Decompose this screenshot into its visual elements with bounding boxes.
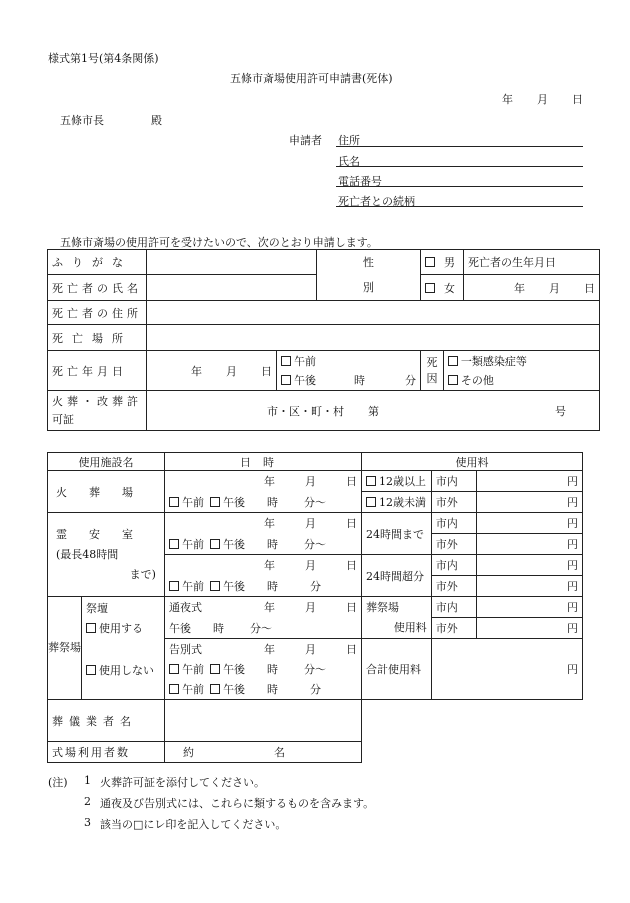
fee-yen[interactable]: 円 bbox=[476, 513, 582, 534]
fee-yen[interactable]: 円 bbox=[476, 597, 582, 618]
deceased-address-field[interactable] bbox=[147, 301, 600, 325]
death-place-field[interactable] bbox=[147, 325, 600, 351]
note-2-number: 2 bbox=[84, 795, 91, 808]
city-in-label: 市内 bbox=[431, 513, 476, 534]
permit-field[interactable]: 市・区・町・村 第 号 bbox=[147, 391, 600, 431]
farewell-start-time[interactable]: 午前 午後 時 分〜 bbox=[164, 659, 361, 679]
attendees-field[interactable]: 約 名 bbox=[164, 742, 361, 763]
undertaker-label: 葬儀業者名 bbox=[48, 700, 165, 742]
fee-yen[interactable]: 円 bbox=[476, 576, 582, 597]
undertaker-field[interactable] bbox=[164, 700, 361, 742]
city-in-label: 市内 bbox=[431, 555, 476, 576]
date-month-label: 月 bbox=[537, 93, 548, 106]
checkbox-icon[interactable] bbox=[86, 623, 96, 633]
note-1-text: 火葬許可証を添付してください。 bbox=[100, 776, 265, 789]
empty-area bbox=[361, 700, 582, 763]
checkbox-icon[interactable] bbox=[366, 476, 376, 486]
wake-date[interactable]: 通夜式 年 月 日 bbox=[164, 597, 361, 618]
male-option[interactable]: 男 bbox=[421, 250, 464, 275]
mortuary-start-time[interactable]: 午前 午後 時 分〜 bbox=[164, 534, 361, 555]
checkbox-icon[interactable] bbox=[281, 356, 291, 366]
checkbox-icon[interactable] bbox=[425, 283, 435, 293]
page-title: 五條市斎場使用許可申請書(死体) bbox=[230, 72, 393, 85]
fee-yen[interactable]: 円 bbox=[476, 618, 582, 639]
cause-label: 死 因 bbox=[421, 351, 444, 391]
deceased-address-label: 死亡者の住所 bbox=[48, 301, 147, 325]
fee-yen[interactable]: 円 bbox=[476, 534, 582, 555]
within24-label: 24時間まで bbox=[361, 513, 431, 555]
birth-date-label: 死亡者の生年月日 bbox=[463, 250, 599, 275]
furigana-field[interactable] bbox=[147, 250, 317, 275]
applicant-phone-field[interactable] bbox=[336, 186, 583, 187]
fee-yen[interactable]: 円 bbox=[476, 555, 582, 576]
applicant-name-field[interactable] bbox=[336, 166, 583, 167]
addressee: 五條市長 bbox=[60, 114, 104, 127]
checkbox-icon[interactable] bbox=[366, 497, 376, 507]
note-2-text: 通夜及び告別式には、これらに類するものを含みます。 bbox=[100, 797, 375, 810]
city-in-label: 市内 bbox=[431, 471, 476, 492]
checkbox-icon[interactable] bbox=[210, 581, 220, 591]
age-under12-option[interactable]: 12歳未満 bbox=[361, 492, 431, 513]
fee-yen[interactable]: 円 bbox=[476, 471, 582, 492]
total-fee-label: 合計使用料 bbox=[361, 639, 431, 700]
wake-time[interactable]: 午後 時 分〜 bbox=[164, 618, 361, 639]
death-place-label: 死亡場所 bbox=[48, 325, 147, 351]
note-1-number: 1 bbox=[84, 774, 91, 787]
facility-usage-table bbox=[47, 452, 583, 763]
checkbox-icon[interactable] bbox=[169, 664, 179, 674]
permit-label: 火葬・改葬許 可証 bbox=[48, 391, 147, 431]
city-out-label: 市外 bbox=[431, 576, 476, 597]
fee-yen[interactable]: 円 bbox=[476, 492, 582, 513]
form-number: 様式第1号(第4条関係) bbox=[48, 52, 159, 65]
note-3-text: 該当の□にレ印を記入してください。 bbox=[100, 818, 287, 831]
checkbox-icon[interactable] bbox=[425, 257, 435, 267]
attendees-label: 式場利用者数 bbox=[48, 742, 165, 763]
cremation-time[interactable]: 午前 午後 時 分〜 bbox=[164, 492, 361, 513]
checkbox-icon[interactable] bbox=[169, 539, 179, 549]
intro-text: 五條市斎場の使用許可を受けたいので、次のとおり申請します。 bbox=[60, 236, 378, 249]
over24-label: 24時間超分 bbox=[361, 555, 431, 597]
total-fee-field[interactable]: 円 bbox=[431, 639, 582, 700]
applicant-relation-label: 死亡者との続柄 bbox=[338, 195, 415, 208]
checkbox-icon[interactable] bbox=[448, 375, 458, 385]
checkbox-icon[interactable] bbox=[169, 684, 179, 694]
death-date-label: 死亡年月日 bbox=[48, 351, 147, 391]
city-out-label: 市外 bbox=[431, 618, 476, 639]
checkbox-icon[interactable] bbox=[169, 581, 179, 591]
date-day-label: 日 bbox=[572, 93, 583, 106]
farewell-date[interactable]: 告別式 年 月 日 bbox=[164, 639, 361, 659]
facility-header: 使用施設名 bbox=[48, 453, 165, 471]
datetime-header: 日時 bbox=[164, 453, 361, 471]
checkbox-icon[interactable] bbox=[86, 665, 96, 675]
death-time-field[interactable]: 午前 午後 時 分 bbox=[277, 351, 421, 391]
applicant-relation-field[interactable] bbox=[336, 206, 583, 207]
notes-label: (注) bbox=[48, 776, 68, 789]
checkbox-icon[interactable] bbox=[210, 539, 220, 549]
checkbox-icon[interactable] bbox=[169, 497, 179, 507]
checkbox-icon[interactable] bbox=[210, 684, 220, 694]
mortuary-label: 霊安室 (最長48時間 まで) bbox=[48, 513, 165, 597]
birth-date-field[interactable]: 年 月 日 bbox=[463, 275, 599, 301]
city-out-label: 市外 bbox=[431, 534, 476, 555]
deceased-name-label: 死亡者の氏名 bbox=[48, 275, 147, 301]
checkbox-icon[interactable] bbox=[281, 375, 291, 385]
applicant-address-label: 住所 bbox=[338, 134, 360, 147]
applicant-phone-label: 電話番号 bbox=[338, 175, 382, 188]
checkbox-icon[interactable] bbox=[210, 497, 220, 507]
date-year-label: 年 bbox=[502, 93, 513, 106]
applicant-name-label: 氏名 bbox=[338, 155, 360, 168]
fee-header: 使用料 bbox=[361, 453, 582, 471]
funeral-hall-label: 葬祭場 bbox=[48, 597, 82, 700]
note-3-number: 3 bbox=[84, 816, 91, 829]
checkbox-icon[interactable] bbox=[448, 356, 458, 366]
cause-options[interactable]: 一類感染症等 その他 bbox=[443, 351, 599, 391]
farewell-end-time[interactable]: 午前 午後 時 分 bbox=[164, 679, 361, 700]
furigana-label: ふりがな bbox=[48, 250, 147, 275]
hall-fee-label: 葬祭場 使用料 bbox=[361, 597, 431, 639]
checkbox-icon[interactable] bbox=[210, 664, 220, 674]
cremation-date[interactable]: 年 月 日 bbox=[164, 471, 361, 492]
city-out-label: 市外 bbox=[431, 492, 476, 513]
honorific: 殿 bbox=[151, 114, 162, 127]
city-in-label: 市内 bbox=[431, 597, 476, 618]
cremation-label: 火葬場 bbox=[48, 471, 165, 513]
mortuary-end-date[interactable]: 年 月 日 bbox=[164, 555, 361, 576]
deceased-name-field[interactable] bbox=[147, 275, 317, 301]
deceased-info-table bbox=[47, 249, 600, 431]
female-option[interactable]: 女 bbox=[421, 275, 464, 301]
death-date-field[interactable]: 年 月 日 bbox=[147, 351, 277, 391]
applicant-label: 申請者 bbox=[289, 134, 322, 147]
age-over12-option[interactable]: 12歳以上 bbox=[361, 471, 431, 492]
sex-label: 性 別 bbox=[316, 250, 420, 301]
altar-options[interactable]: 祭壇 使用する 使用しない bbox=[82, 597, 165, 700]
applicant-address-field[interactable] bbox=[336, 146, 583, 147]
mortuary-start-date[interactable]: 年 月 日 bbox=[164, 513, 361, 534]
mortuary-end-time[interactable]: 午前 午後 時 分 bbox=[164, 576, 361, 597]
